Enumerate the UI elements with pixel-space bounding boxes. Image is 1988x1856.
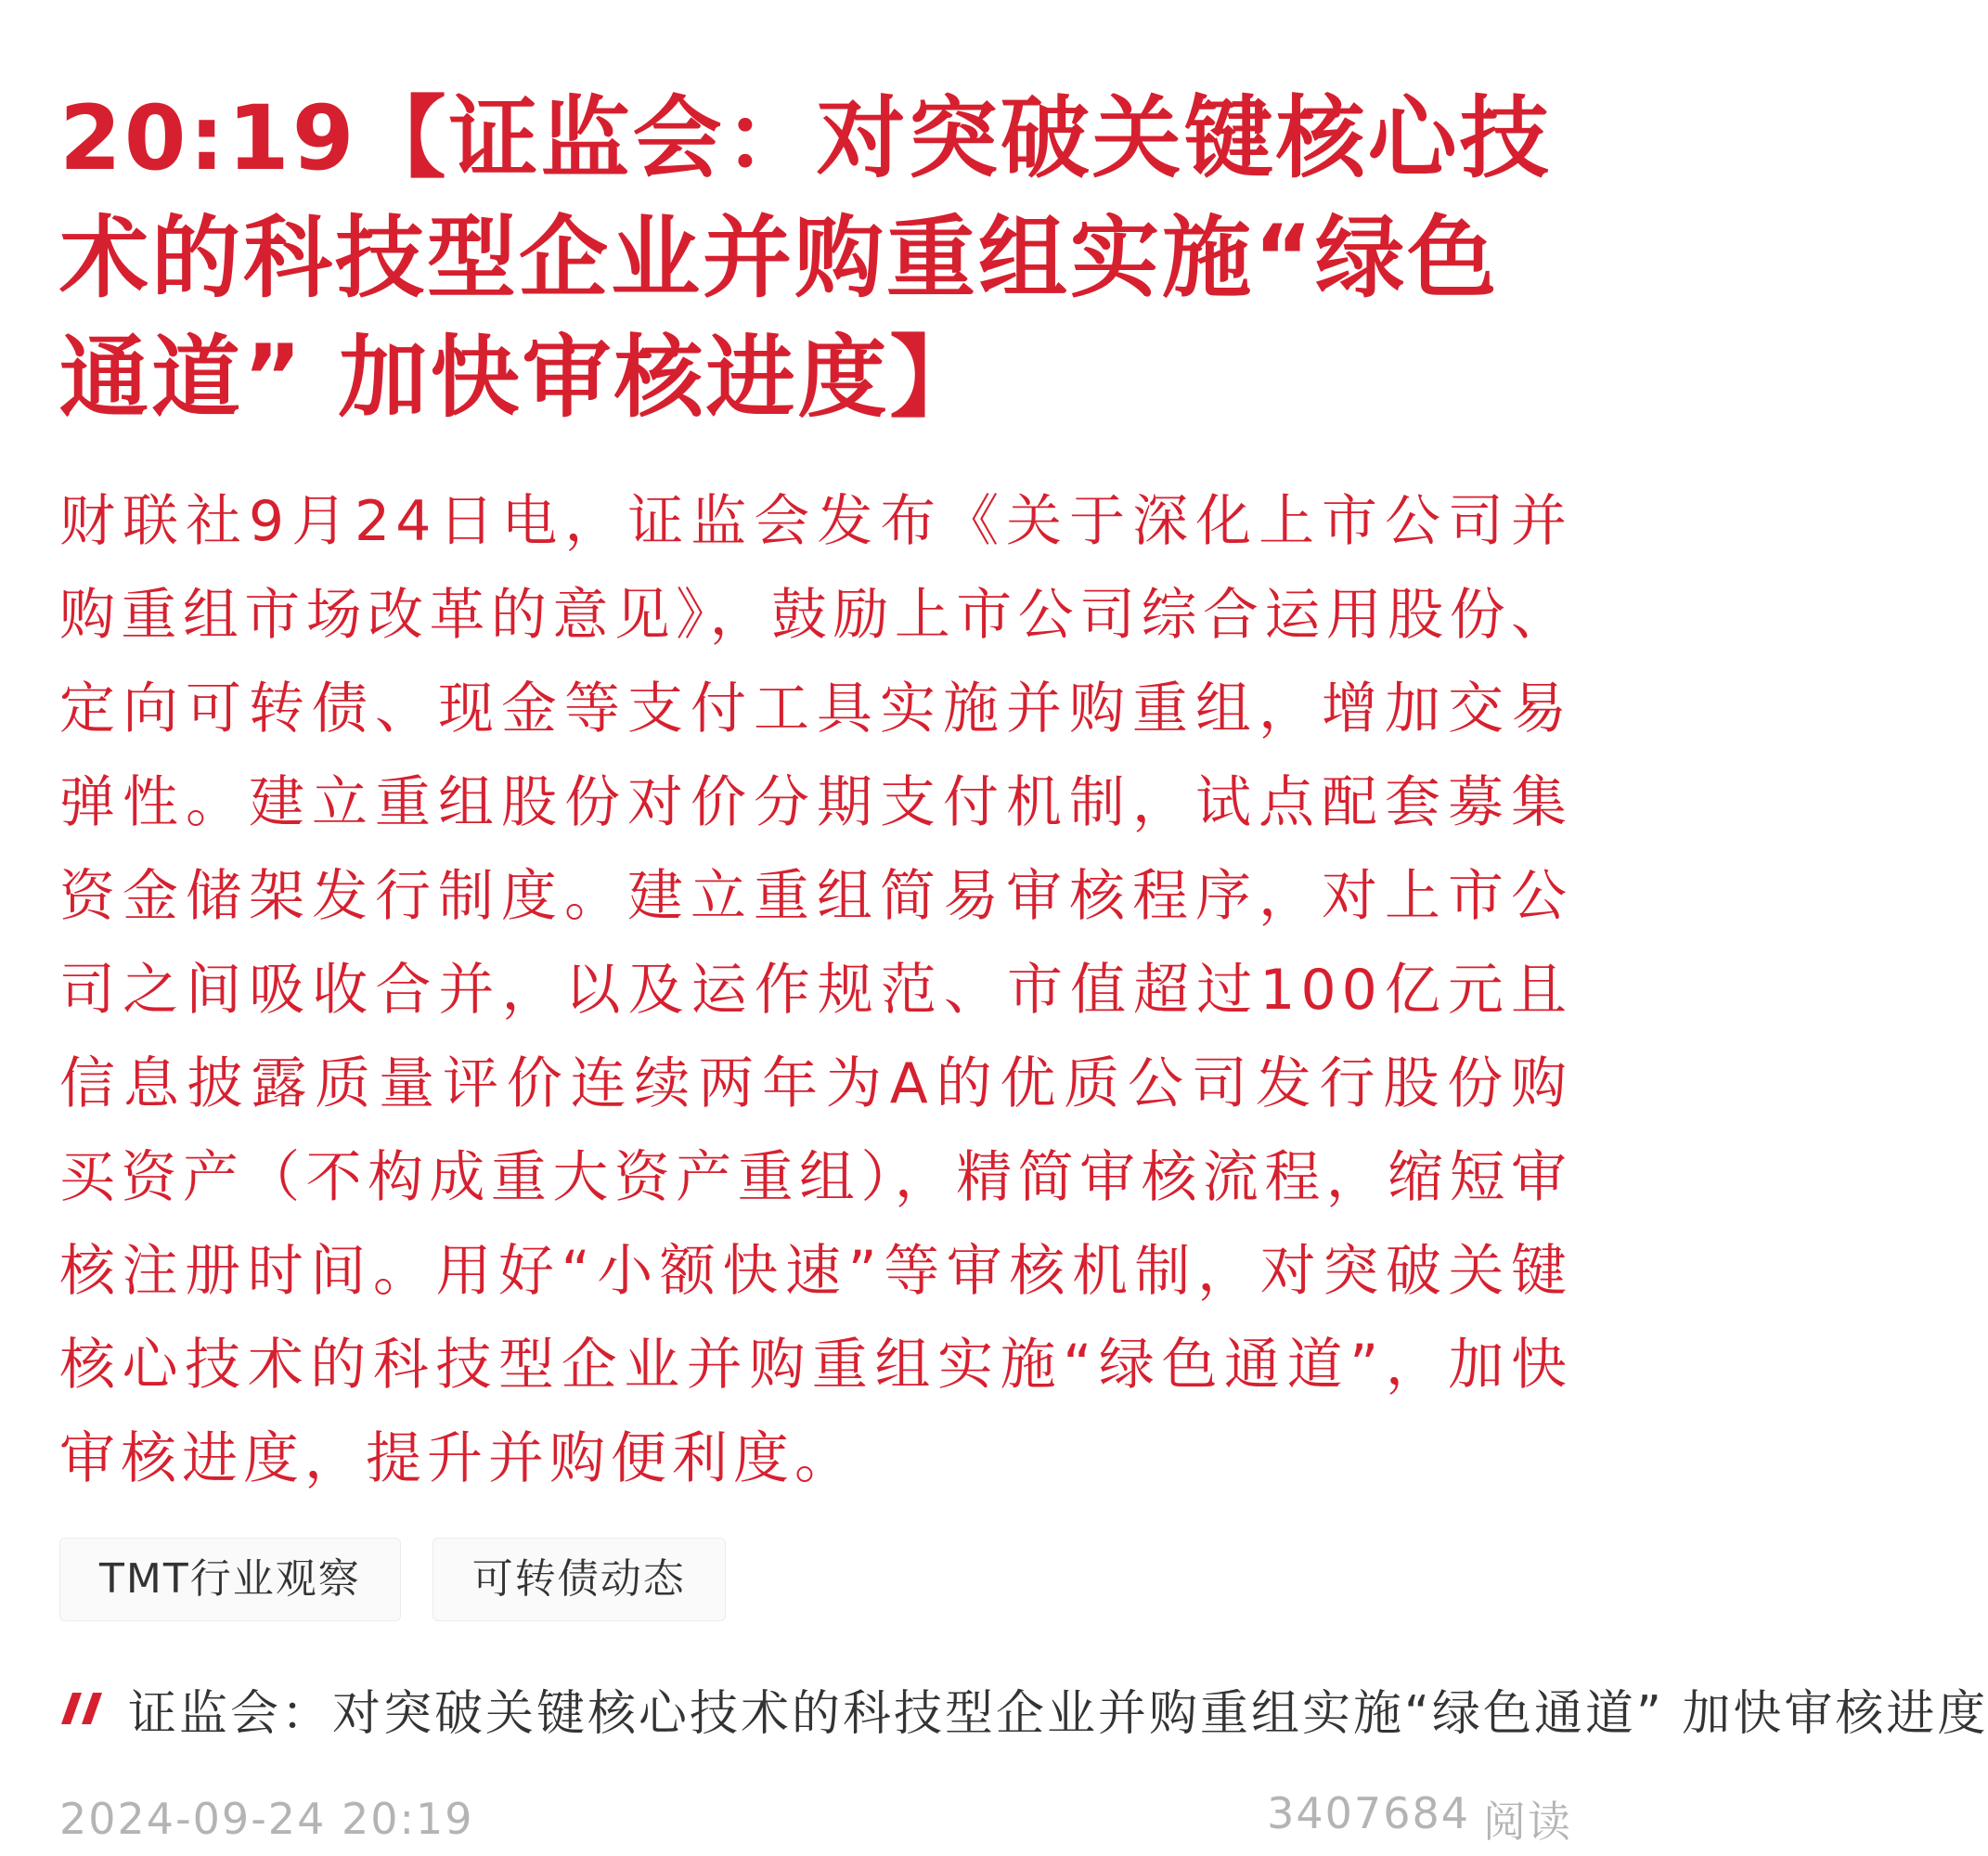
tag-list xyxy=(59,1538,1572,1621)
article-headline: 20:19【证监会：对突破关键核心技术的科技型企业并购重组实施“绿色通道” 加快审核进度】 xyxy=(59,86,1552,430)
related-article-link[interactable] xyxy=(59,1671,1988,1746)
article-meta xyxy=(59,1788,1572,1850)
article-body: 财联社9月24日电，证监会发布《关于深化上市公司并购重组市场改革的意见》，鼓励上市公司综合运用股份、定向可转债、现金等支付工具实施并购重组，增加交易弹性。建立重组股份对价分期支付机制，试点配套募集资金储架发行制度。建立重组简易审核程序，对上市公司之间吸收合并，以及运作规范、市值超过100亿元且信息披露质量评价连续两年为A的优质公司发行股份购买资产（不构成重大资产重组），精简审核流程，缩短审核注册时间。用好“小额快速”等审核机制，对突破关键核心技术的科技型企业并购重组实施“绿色通道”，加快审核进度，提升并购便利度。 xyxy=(59,489,1572,1491)
view-count-label: 阅读 xyxy=(1483,1797,1572,1847)
slash-icon xyxy=(59,1685,106,1732)
publish-date: 2024-09-24 20:19 xyxy=(59,1794,474,1844)
view-count-number: 3407684 xyxy=(1267,1788,1470,1838)
article-page xyxy=(59,79,1988,1850)
view-count xyxy=(1267,1788,1572,1850)
tag-convertible-bond[interactable]: 可转债动态 xyxy=(432,1538,726,1621)
tag-tmt-industry[interactable]: TMT行业观察 xyxy=(59,1538,401,1621)
related-article-title: 证监会：对突破关键核心技术的科技型企业并购重组实施“绿色通道” 加快审核进度 xyxy=(128,1685,1988,1742)
